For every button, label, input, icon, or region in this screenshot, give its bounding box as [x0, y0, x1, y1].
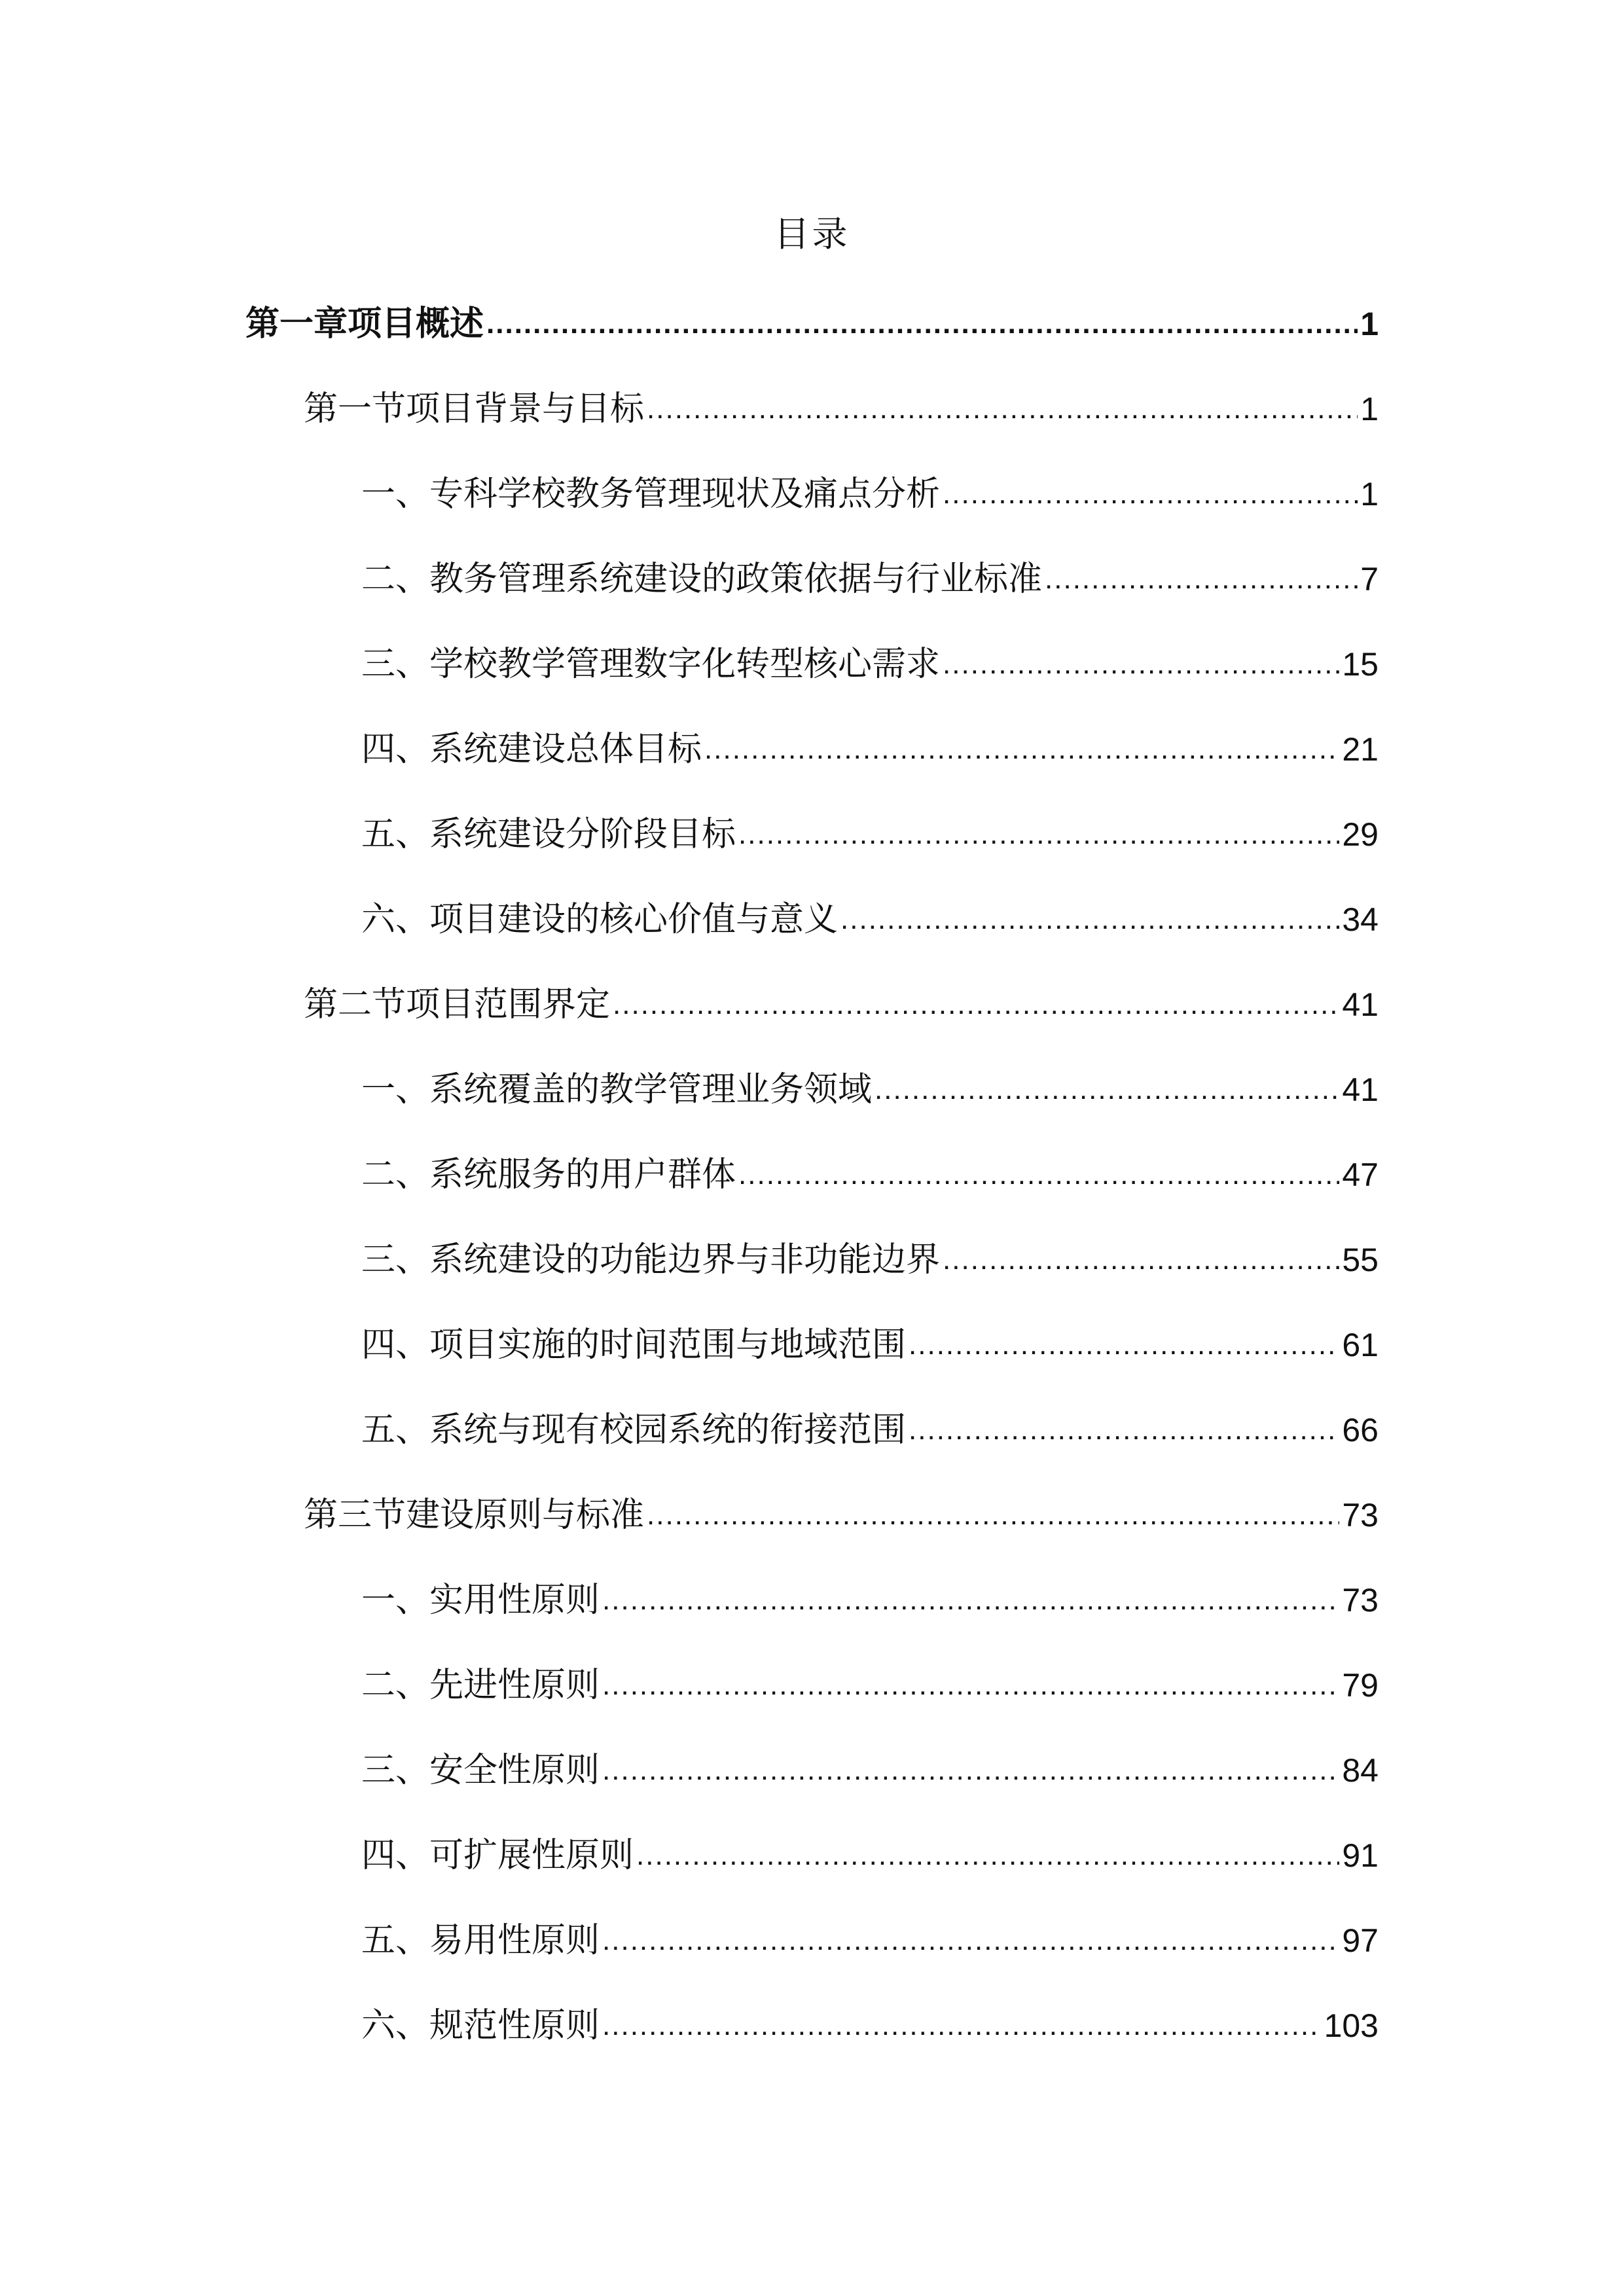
toc-entry-section[interactable] [304, 383, 1379, 435]
toc-leader [602, 1744, 1339, 1797]
toc-entry-label: 六、项目建设的核心价值与意义 [361, 900, 839, 939]
toc-entry-page: 61 [1342, 1327, 1379, 1363]
toc-entry-page: 103 [1324, 2007, 1379, 2044]
toc-entry-subsection[interactable] [361, 638, 1379, 691]
toc-entry-label: 六、规范性原则 [361, 2006, 600, 2045]
toc-entry-page: 29 [1342, 816, 1379, 853]
toc-entry-label: 一、实用性原则 [361, 1581, 600, 1620]
toc-entry-section[interactable] [304, 978, 1379, 1031]
toc-entry-subsection[interactable] [361, 468, 1379, 520]
toc-leader [909, 1319, 1339, 1371]
toc-entry-label: 第三节建设原则与标准 [304, 1496, 645, 1535]
toc-leader [943, 468, 1358, 520]
toc-entry-label: 二、教务管理系统建设的政策依据与行业标准 [361, 560, 1043, 599]
toc-entry-chapter[interactable] [245, 298, 1379, 350]
toc-entry-page: 66 [1342, 1412, 1379, 1448]
toc-leader [704, 723, 1339, 776]
toc-leader [840, 893, 1339, 946]
toc-entry-page: 21 [1342, 731, 1379, 768]
toc-entry-label: 四、系统建设总体目标 [361, 730, 702, 769]
toc-entry-label: 二、先进性原则 [361, 1666, 600, 1705]
toc-entry-page: 7 [1360, 561, 1379, 598]
toc-entry-subsection[interactable] [361, 1659, 1379, 1712]
toc-entry-page: 91 [1342, 1837, 1379, 1874]
toc-leader [602, 1659, 1339, 1712]
toc-entry-page: 1 [1360, 306, 1379, 342]
toc-entry-label: 三、安全性原则 [361, 1751, 600, 1790]
toc-leader [1045, 553, 1358, 605]
toc-leader [738, 1149, 1339, 1201]
toc-entry-page: 79 [1342, 1667, 1379, 1704]
toc-entry-subsection[interactable] [361, 1149, 1379, 1201]
toc-entry-section[interactable] [304, 1489, 1379, 1541]
toc-leader [486, 298, 1358, 350]
toc-entry-page: 41 [1342, 1071, 1379, 1108]
toc-entry-label: 五、系统与现有校园系统的衔接范围 [361, 1410, 907, 1450]
toc-entry-subsection[interactable] [361, 808, 1379, 861]
toc-leader [738, 808, 1339, 861]
toc-entry-page: 1 [1360, 476, 1379, 512]
toc-entry-page: 41 [1342, 986, 1379, 1023]
toc-leader [602, 1914, 1339, 1967]
toc-entry-label: 五、易用性原则 [361, 1921, 600, 1960]
toc-entry-page: 1 [1360, 391, 1379, 427]
toc-entry-subsection[interactable] [361, 2000, 1379, 2052]
toc-entry-label: 三、系统建设的功能边界与非功能边界 [361, 1240, 941, 1280]
toc-entry-subsection[interactable] [361, 893, 1379, 946]
toc-title: 目录 [774, 213, 850, 255]
toc-leader [647, 383, 1358, 435]
toc-entry-subsection[interactable] [361, 1829, 1379, 1882]
toc-entry-label: 五、系统建设分阶段目标 [361, 815, 736, 854]
toc-entry-subsection[interactable] [361, 1234, 1379, 1286]
toc-entry-label: 第一章项目概述 [245, 304, 484, 344]
toc-leader [602, 2000, 1322, 2052]
toc-entry-subsection[interactable] [361, 1319, 1379, 1371]
toc-entry-page: 34 [1342, 901, 1379, 938]
toc-entry-label: 一、专科学校教务管理现状及痛点分析 [361, 475, 941, 514]
toc-leader [943, 638, 1339, 691]
toc-entry-page: 84 [1342, 1752, 1379, 1789]
toc-leader [602, 1574, 1339, 1626]
toc-leader [909, 1404, 1339, 1456]
toc-entry-label: 一、系统覆盖的教学管理业务领域 [361, 1070, 873, 1109]
toc-entry-label: 四、项目实施的时间范围与地域范围 [361, 1325, 907, 1365]
toc-entry-subsection[interactable] [361, 1914, 1379, 1967]
toc-entry-subsection[interactable] [361, 723, 1379, 776]
toc-leader [943, 1234, 1339, 1286]
toc-leader [613, 978, 1339, 1031]
toc-entry-label: 三、学校教学管理数字化转型核心需求 [361, 645, 941, 684]
toc-entry-label: 第二节项目范围界定 [304, 985, 611, 1024]
toc-entry-page: 47 [1342, 1157, 1379, 1193]
toc-entry-page: 97 [1342, 1922, 1379, 1959]
toc-leader [875, 1064, 1339, 1116]
toc-leader [636, 1829, 1339, 1882]
toc-entry-label: 第一节项目背景与目标 [304, 389, 645, 429]
toc-entry-page: 73 [1342, 1497, 1379, 1534]
toc-entry-page: 55 [1342, 1242, 1379, 1278]
toc-leader [647, 1489, 1339, 1541]
toc-entry-subsection[interactable] [361, 553, 1379, 605]
toc-entry-subsection[interactable] [361, 1574, 1379, 1626]
toc-entry-label: 二、系统服务的用户群体 [361, 1155, 736, 1194]
toc-entry-subsection[interactable] [361, 1064, 1379, 1116]
toc-entry-subsection[interactable] [361, 1404, 1379, 1456]
toc-entry-page: 73 [1342, 1582, 1379, 1619]
toc-entry-page: 15 [1342, 646, 1379, 683]
toc-entry-label: 四、可扩展性原则 [361, 1836, 634, 1875]
toc-entry-subsection[interactable] [361, 1744, 1379, 1797]
